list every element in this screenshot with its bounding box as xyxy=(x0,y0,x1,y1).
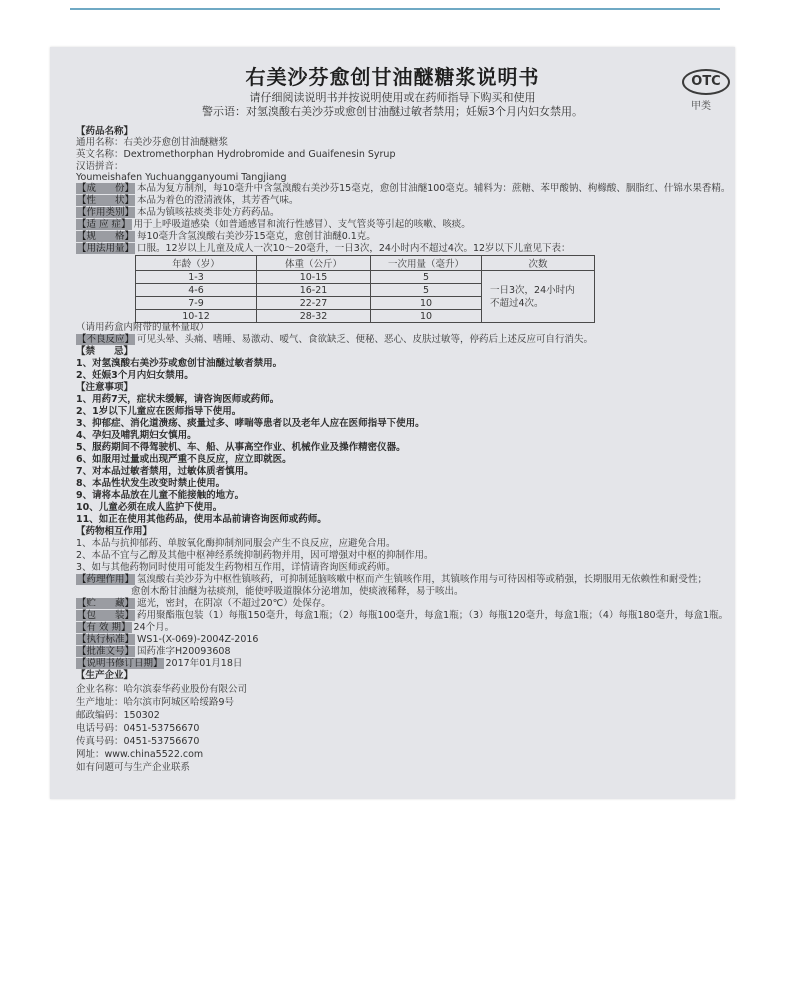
cell-weight: 16-21 xyxy=(257,284,371,297)
revision-text: 2017年01月18日 xyxy=(165,658,243,669)
manufacturer-postcode: 邮政编码：150302 xyxy=(76,710,160,721)
otc-class-label: 甲类 xyxy=(691,101,711,112)
package-tag: 【包 装】 xyxy=(77,610,135,621)
dosage-table xyxy=(135,255,595,323)
revision-tag: 【说明书修订日期】 xyxy=(77,658,163,669)
list-item: 3、抑郁症、消化道溃疡、痰量过多、哮喘等患者以及老年人应在医师指导下使用。 xyxy=(76,418,425,429)
category-tag: 【作用类别】 xyxy=(77,207,135,218)
validity-text: 24个月。 xyxy=(133,622,175,633)
list-item: 2、本品不宜与乙醇及其他中枢神经系统抑制药物并用，因可增强对中枢的抑制作用。 xyxy=(76,550,434,561)
category-row xyxy=(76,207,280,218)
cell-age: 10-12 xyxy=(136,310,257,323)
warning-subtitle: 警示语：对氢溴酸右美沙芬或愈创甘油醚过敏者禁用；妊娠3个月内妇女禁用。 xyxy=(202,105,583,118)
list-item: 5、服药期间不得驾驶机、车、船、从事高空作业、机械作业及操作精密仪器。 xyxy=(76,442,406,453)
character-row xyxy=(76,195,299,206)
list-item: 1、本品与抗抑郁药、单胺氧化酶抑制剂同服会产生不良反应，应避免合用。 xyxy=(76,538,396,549)
package-text: 药用聚酯瓶包装（1）每瓶150毫升，每盒1瓶；（2）每瓶100毫升，每盒1瓶；（3）每瓶120毫升，每盒1瓶；（4）每瓶180毫升，每盒1瓶。 xyxy=(137,610,729,621)
pharmacology-text-2: 愈创木酚甘油醚为祛痰剂，能使呼吸道腺体分泌增加，使痰液稀释，易于咳出。 xyxy=(131,586,464,597)
pharmacology-row xyxy=(76,574,707,585)
list-item: 1、用药7天，症状未缓解，请咨询医师或药师。 xyxy=(76,394,280,405)
indication-tag: 【适 应 症】 xyxy=(77,219,131,230)
precautions-heading: 【注意事项】 xyxy=(76,382,134,393)
storage-text: 遮光，密封，在阴凉（不超过20℃）处保存。 xyxy=(137,598,331,609)
pharmacology-tag: 【药理作用】 xyxy=(77,574,135,585)
interactions-heading: 【药物相互作用】 xyxy=(76,526,153,537)
pinyin-label: 汉语拼音： xyxy=(76,161,124,172)
list-item: 2、妊娠3个月内妇女禁用。 xyxy=(76,370,194,381)
otc-badge: OTC xyxy=(682,69,730,95)
package-row xyxy=(76,610,728,621)
cell-age: 1-3 xyxy=(136,271,257,284)
revision-row xyxy=(76,658,242,669)
list-item: 4、孕妇及哺乳期妇女慎用。 xyxy=(76,430,197,441)
times-note-line-1: 一日3次，24小时内 xyxy=(490,284,575,296)
cell-times-note xyxy=(482,271,595,323)
drug-name-heading: 【药品名称】 xyxy=(76,126,134,137)
ingredients-text: 本品为复方制剂，每10毫升中含氢溴酸右美沙芬15毫克，愈创甘油醚100毫克。辅料为：蔗糖、苯甲酸钠、枸橼酸、胭脂红、什锦水果香精。 xyxy=(137,183,731,194)
header-weight: 体重（公斤） xyxy=(257,256,371,271)
adverse-tag: 【不良反应】 xyxy=(77,334,135,345)
indication-text: 用于上呼吸道感染（如普通感冒和流行性感冒）、支气管炎等引起的咳嗽、咳痰。 xyxy=(133,219,471,230)
list-item: 8、本品性状发生改变时禁止使用。 xyxy=(76,478,226,489)
manufacturer-fax: 传真号码：0451-53756670 xyxy=(76,736,200,747)
approval-row xyxy=(76,646,231,657)
adverse-row xyxy=(76,334,593,345)
generic-name: 通用名称：右美沙芬愈创甘油醚糖浆 xyxy=(76,137,229,148)
manufacturer-name: 企业名称：哈尔滨泰华药业股份有限公司 xyxy=(76,684,248,695)
cell-weight: 10-15 xyxy=(257,271,371,284)
cell-dose: 5 xyxy=(371,284,482,297)
manufacturer-address: 生产地址：哈尔滨市阿城区哈绥路9号 xyxy=(76,697,235,708)
header-dose: 一次用量（毫升） xyxy=(371,256,482,271)
cell-age: 7-9 xyxy=(136,297,257,310)
english-name: 英文名称：Dextromethorphan Hydrobromide and Guaifenesin Syrup xyxy=(76,149,396,160)
list-item: 9、请将本品放在儿童不能接触的地方。 xyxy=(76,490,245,501)
spec-tag: 【规 格】 xyxy=(77,231,135,242)
storage-row xyxy=(76,598,331,609)
times-note-line-2: 不超过4次。 xyxy=(490,297,544,309)
header-times: 次数 xyxy=(482,256,595,271)
character-text: 本品为着色的澄清液体，其芳香气味。 xyxy=(137,195,299,206)
cell-dose: 5 xyxy=(371,271,482,284)
list-item: 7、对本品过敏者禁用，过敏体质者慎用。 xyxy=(76,466,254,477)
standard-tag: 【执行标准】 xyxy=(77,634,135,645)
list-item: 10、儿童必须在成人监护下使用。 xyxy=(76,502,223,513)
spec-text: 每10毫升含氢溴酸右美沙芬15毫克，愈创甘油醚0.1克。 xyxy=(137,231,376,242)
category-text: 本品为镇咳祛痰类非处方药药品。 xyxy=(137,207,280,218)
manufacturer-phone: 电话号码：0451-53756670 xyxy=(76,723,200,734)
manufacturer-website: 网址：www.china5522.com xyxy=(76,749,204,760)
manufacturer-contact-note: 如有问题可与生产企业联系 xyxy=(76,762,191,773)
standard-row xyxy=(76,634,258,645)
validity-tag: 【有 效 期】 xyxy=(77,622,131,633)
document-title: 右美沙芬愈创甘油醚糖浆说明书 xyxy=(245,65,540,89)
adverse-text: 可见头晕、头痛、嗜睡、易激动、嗳气、食欲缺乏、便秘、恶心、皮肤过敏等，停药后上述反应可自行消失。 xyxy=(137,334,594,345)
ingredients-tag: 【成 份】 xyxy=(77,183,135,194)
usage-text: 口服。12岁以上儿童及成人一次10～20毫升，一日3次，24小时内不超过4次。12岁以下儿童见下表： xyxy=(137,243,571,254)
manufacturer-heading: 【生产企业】 xyxy=(76,670,134,681)
dosage-table-header xyxy=(136,256,595,271)
validity-row xyxy=(76,622,174,633)
spec-row xyxy=(76,231,376,242)
list-item: 2、1岁以下儿童应在医师指导下使用。 xyxy=(76,406,242,417)
cell-age: 4-6 xyxy=(136,284,257,297)
top-divider-line xyxy=(70,8,720,10)
pinyin-name: Youmeishafen Yuchuangganyoumi Tangjiang xyxy=(76,172,287,183)
usage-row xyxy=(76,243,571,254)
list-item: 6、如服用过量或出现严重不良反应，应立即就医。 xyxy=(76,454,292,465)
contraindications-heading: 【禁 忌】 xyxy=(76,346,134,357)
list-item: 11、如正在使用其他药品，使用本品前请咨询医师或药师。 xyxy=(76,514,327,525)
approval-tag: 【批准文号】 xyxy=(77,646,135,657)
cell-weight: 28-32 xyxy=(257,310,371,323)
table-row xyxy=(136,271,595,284)
usage-tag: 【用法用量】 xyxy=(77,243,135,254)
ingredients-row xyxy=(76,183,730,194)
pharmacology-text-1: 氢溴酸右美沙芬为中枢性镇咳药，可抑制延脑咳嗽中枢而产生镇咳作用，其镇咳作用与可待因相等或稍强，长期服用无依赖性和耐受性； xyxy=(137,574,708,585)
header-age: 年龄（岁） xyxy=(136,256,257,271)
instruction-subtitle: 请仔细阅读说明书并按说明使用或在药师指导下购买和使用 xyxy=(249,91,536,104)
indication-row xyxy=(76,219,471,230)
approval-text: 国药准字H20093608 xyxy=(137,646,231,657)
list-item: 1、对氢溴酸右美沙芬或愈创甘油醚过敏者禁用。 xyxy=(76,358,283,369)
cell-dose: 10 xyxy=(371,310,482,323)
character-tag: 【性 状】 xyxy=(77,195,135,206)
list-item: 3、如与其他药物同时使用可能发生药物相互作用，详情请咨询医师或药师。 xyxy=(76,562,396,573)
leaflet-sheet xyxy=(50,47,735,799)
storage-tag: 【贮 藏】 xyxy=(77,598,135,609)
standard-text: WS1-(X-069)-2004Z-2016 xyxy=(137,634,259,645)
cell-dose: 10 xyxy=(371,297,482,310)
cell-weight: 22-27 xyxy=(257,297,371,310)
measuring-cup-note: （请用药盒内附带的量杯量取） xyxy=(76,322,210,333)
